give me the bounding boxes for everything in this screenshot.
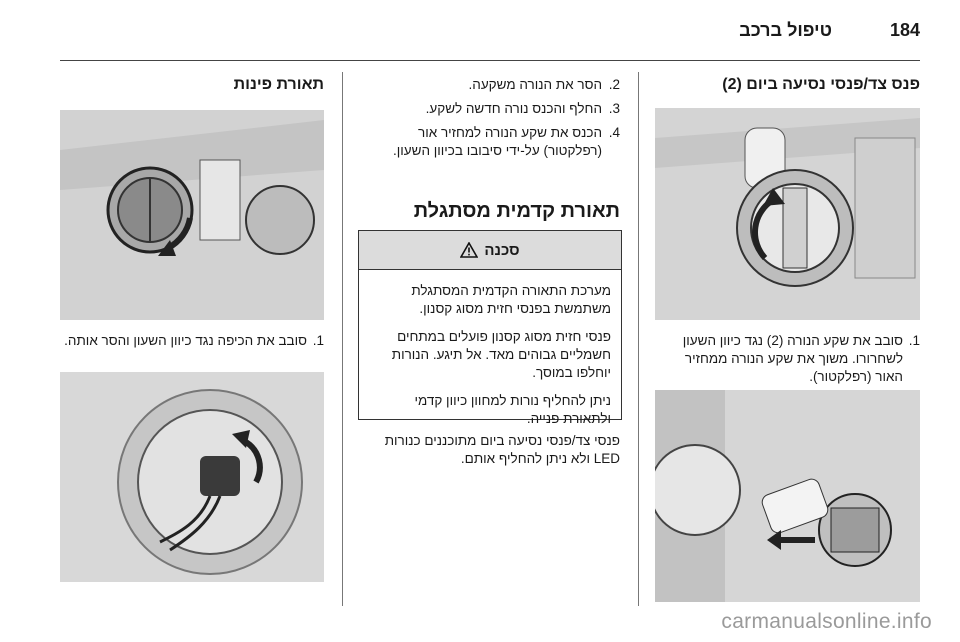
right-step-1-text: סובב את שקע הנורה (2) נגד כיוון השעון לשחרורו. משוך את שקע הנורה ממחזיר האור (רפלקטור). (682, 333, 903, 384)
middle-step-2 (358, 76, 620, 94)
warning-paragraph-2: פנסי חזית מסוג קסנון פועלים במתחים חשמליים גבוהים מאד. אל תיגע. הנורות יוחלפו במוסך. (391, 329, 611, 380)
adaptive-lighting-heading: תאורת קדמית מסתגלת (413, 200, 620, 222)
page-header-title: טיפול ברכב (739, 20, 832, 40)
warning-triangle-icon (460, 242, 478, 258)
middle-step-3-number: 3. (608, 101, 620, 116)
danger-warning-header (359, 231, 621, 270)
bulb-holder-illustration (60, 372, 324, 582)
photo-bulb-holder (60, 372, 324, 582)
middle-step-4-number: 4. (608, 125, 620, 140)
column-divider-left (342, 72, 343, 606)
danger-warning-box (358, 230, 622, 426)
middle-step-3-text: החלף והכנס נורה חדשה לשקע. (425, 101, 602, 116)
left-step-1-number: 1. (312, 333, 324, 348)
headlamp-cap-illustration (60, 110, 324, 320)
middle-steps-list (358, 76, 620, 160)
left-step-1 (60, 332, 324, 350)
right-column (655, 76, 920, 94)
middle-steps (358, 76, 620, 166)
watermark: carmanualsonline.info (721, 610, 932, 633)
left-step-1-text: סובב את הכיפה נגד כיוון השעון והסר אותה. (64, 333, 307, 348)
middle-step-4 (358, 124, 620, 160)
socket-removed-illustration (655, 390, 920, 602)
middle-step-2-number: 2. (608, 77, 620, 92)
column-divider-right (638, 72, 639, 606)
right-column-heading: פנס צד/פנסי נסיעה ביום (2) (722, 76, 920, 93)
header-rule (60, 60, 920, 61)
danger-label: סכנה (484, 241, 520, 259)
right-step-1-number: 1. (908, 333, 920, 348)
photo-headlamp-cap (60, 110, 324, 320)
side-lamp-socket-illustration (655, 108, 920, 320)
middle-step-3 (358, 100, 620, 118)
danger-warning-body (359, 270, 621, 446)
left-column (60, 76, 324, 94)
warning-paragraph-3: ניתן להחליף נורות למחוון כיוון קדמי ולתאורת פנייה. (414, 393, 611, 426)
right-step-1 (655, 332, 920, 386)
warning-paragraph-1: מערכת התאורה הקדמית המסתגלת משתמשת בפנסי חזית מסוג קסנון. (411, 283, 611, 316)
page-number: 184 (889, 20, 920, 40)
photo-side-lamp-socket (655, 108, 920, 320)
led-note: פנסי צד/פנסי נסיעה ביום מתוכננים כנורות LED ולא ניתן להחליף אותם. (384, 433, 620, 466)
middle-step-4-text: הכנס את שקע הנורה למחזיר אור (רפלקטור) על-ידי סיבובו בכיוון השעון. (392, 125, 602, 158)
middle-step-2-text: הסר את הנורה משקעה. (468, 77, 602, 92)
left-column-heading: תאורת פינות (233, 76, 324, 93)
photo-socket-removed (655, 390, 920, 602)
